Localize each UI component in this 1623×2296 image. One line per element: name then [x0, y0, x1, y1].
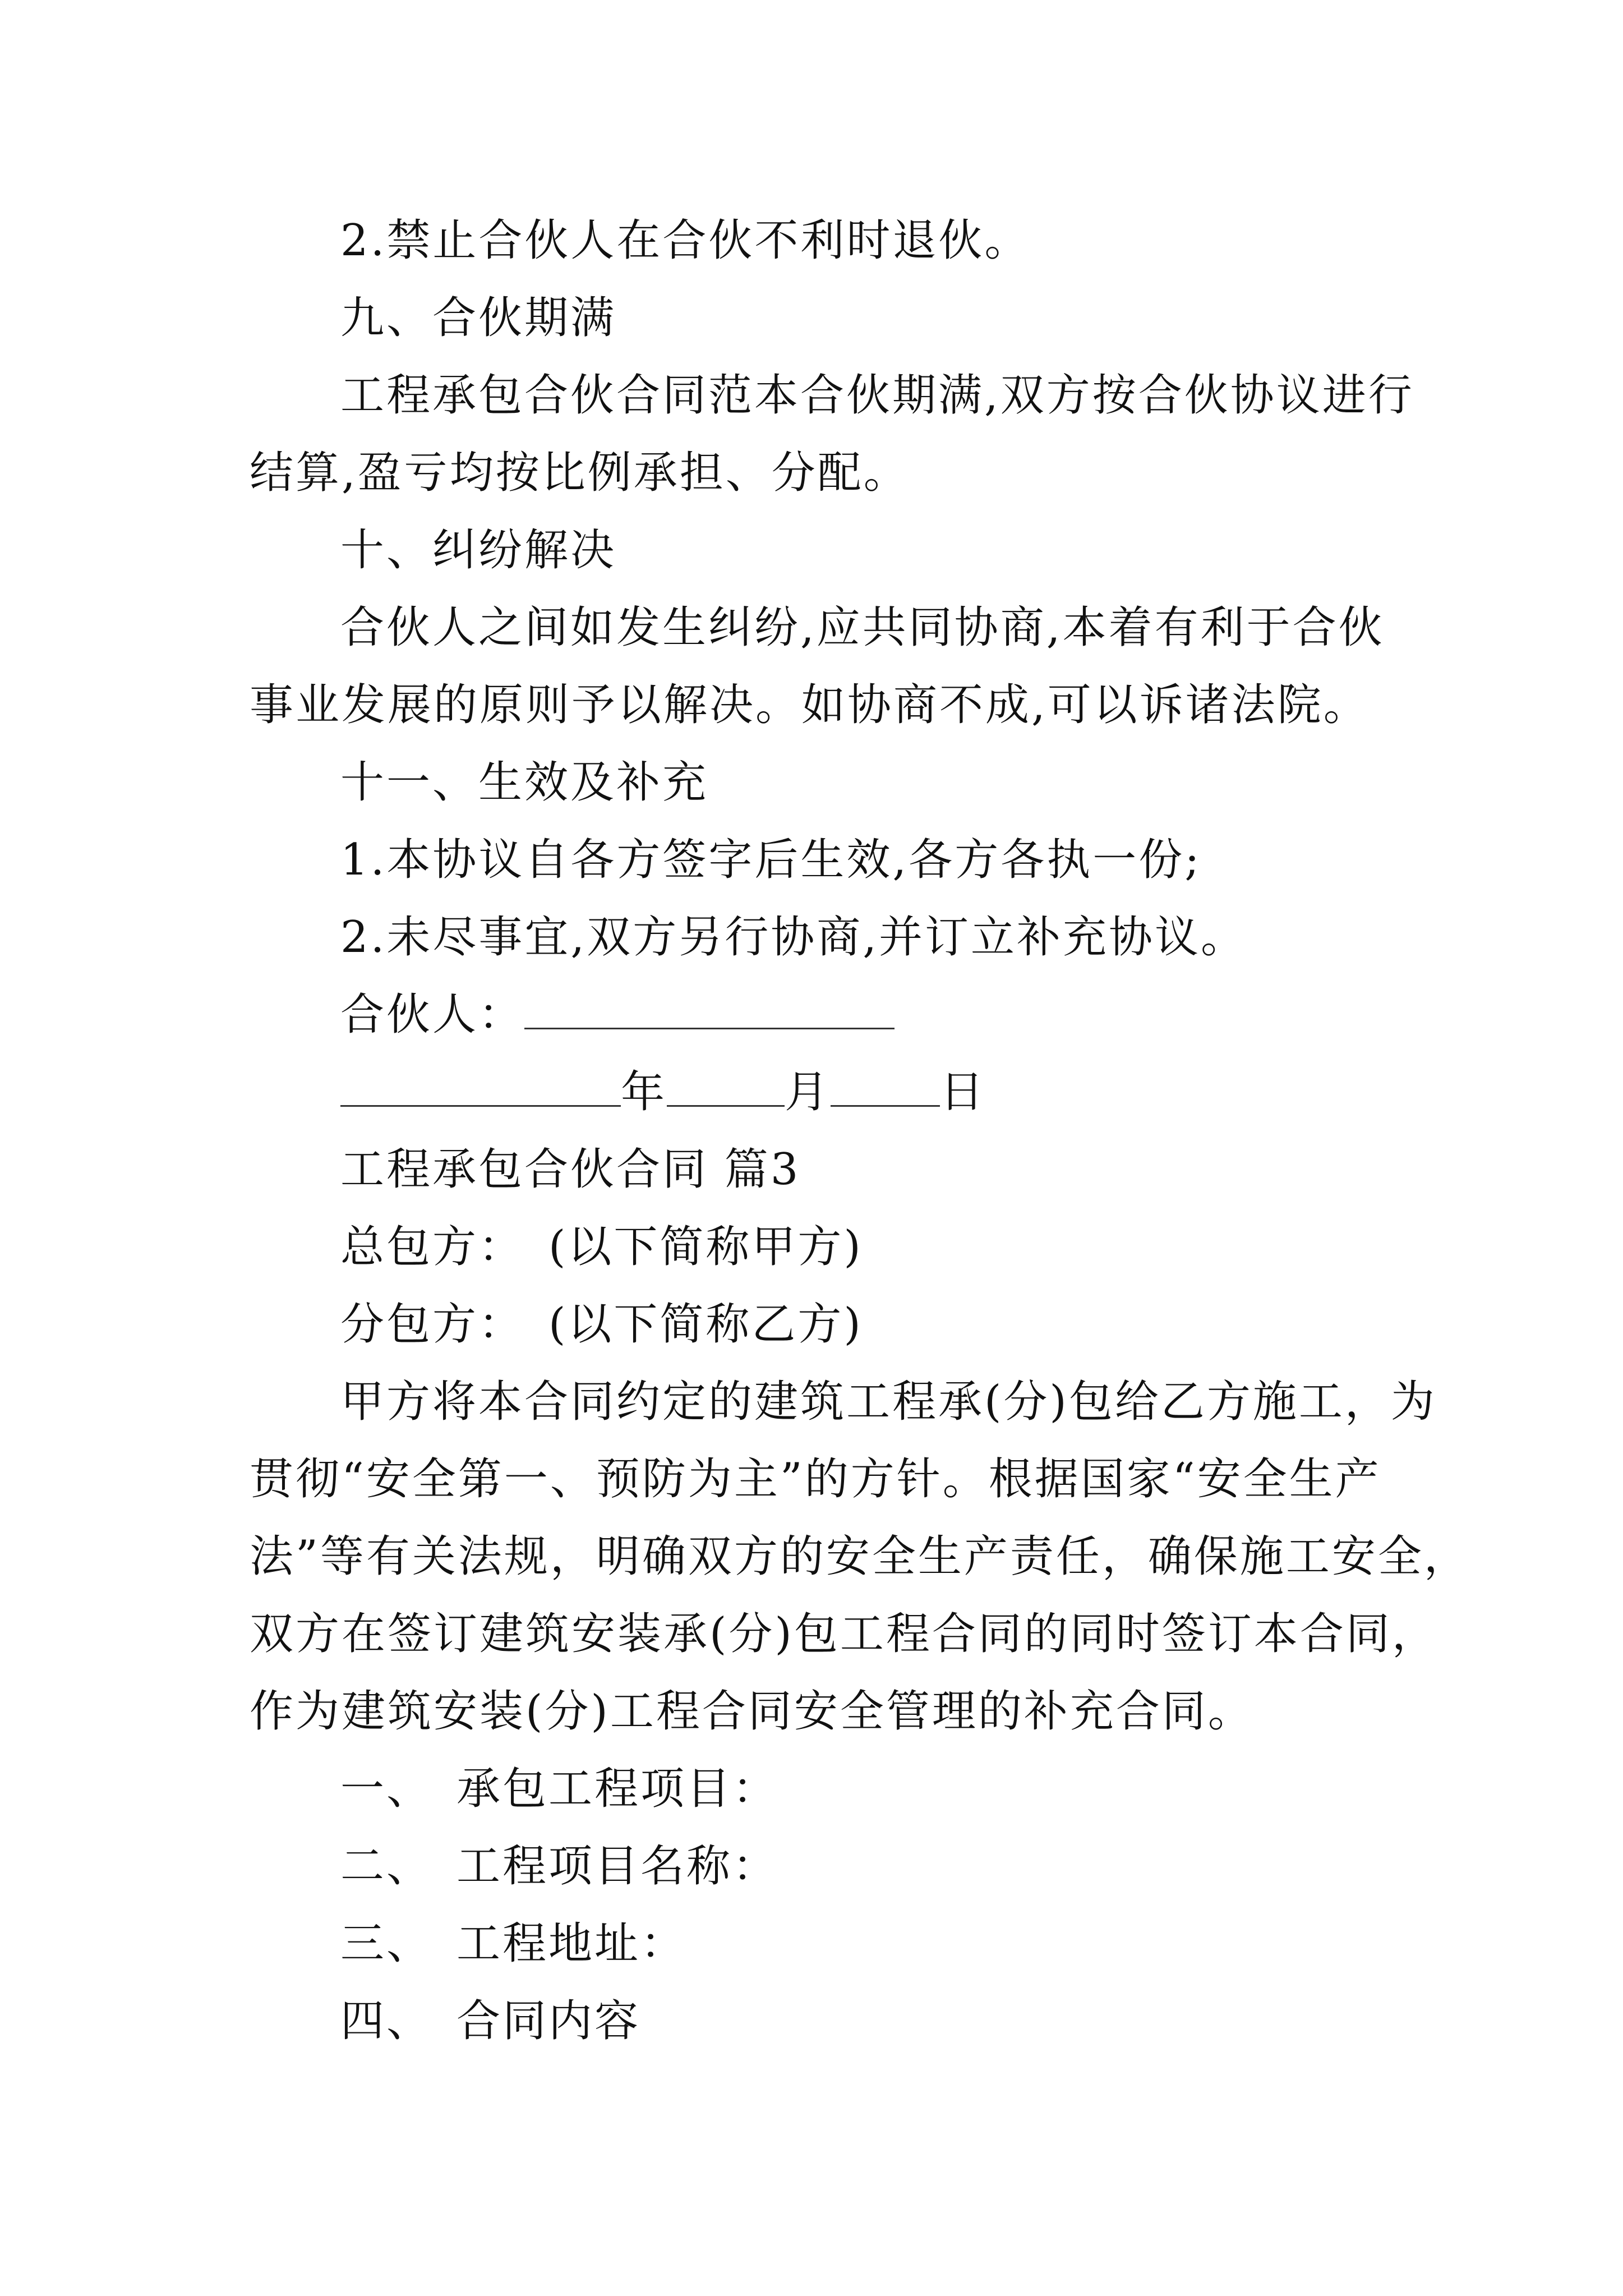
signer-blank	[524, 993, 895, 1029]
item-project-address: 三、 工程地址：	[340, 1918, 687, 1969]
document-body	[250, 202, 1470, 2060]
section-title-part-3: 工程承包合伙合同 篇3	[340, 1144, 801, 1195]
month-blank	[667, 1070, 785, 1107]
signer-label: 合伙人：	[340, 990, 525, 1040]
paragraph-line: 事业发展的原则予以解决。如协商不成,可以诉诸法院。	[250, 680, 1370, 730]
section-heading-dispute-resolution: 十、纠纷解决	[340, 525, 617, 576]
paragraph-line: 作为建筑安装(分)工程合同安全管理的补充合同。	[250, 1686, 1254, 1737]
section-heading-term-expiry: 九、合伙期满	[340, 293, 617, 343]
clause-withdrawal-restriction: 2.禁止合伙人在合伙不利时退伙。	[340, 215, 1031, 266]
paragraph-line: 双方在签订建筑安装承(分)包工程合同的同时签订本合同，	[250, 1609, 1438, 1659]
year-label: 年	[621, 1067, 667, 1117]
month-label: 月	[785, 1067, 831, 1117]
paragraph-line: 贯彻“安全第一、预防为主”的方针。根据国家“安全生产	[250, 1454, 1381, 1504]
paragraph-line: 甲方将本合同约定的建筑工程承(分)包给乙方施工，为	[340, 1377, 1437, 1427]
paragraph-line: 法”等有关法规，明确双方的安全生产责任，确保施工安全，	[250, 1531, 1470, 1582]
date-row	[250, 1053, 1405, 1131]
clause-effective: 1.本协议自各方签字后生效,各方各执一份;	[340, 835, 1202, 885]
paragraph-line: 结算,盈亏均按比例承担、分配。	[250, 448, 910, 498]
paragraph-line: 工程承包合伙合同范本合伙期满,双方按合伙协议进行	[340, 370, 1414, 421]
year-blank	[340, 1070, 621, 1107]
item-contract-project: 一、 承包工程项目：	[340, 1764, 779, 1814]
day-blank	[831, 1070, 940, 1107]
day-label: 日	[940, 1067, 986, 1117]
section-heading-effect-supplement: 十一、生效及补充	[340, 757, 709, 808]
paragraph-line: 合伙人之间如发生纠纷,应共同协商,本着有利于合伙	[340, 602, 1385, 653]
item-contract-content: 四、 合同内容	[340, 1996, 641, 2046]
subcontractor-line: 分包方： (以下简称乙方)	[340, 1299, 863, 1350]
clause-supplement: 2.未尽事宜,双方另行协商,并订立补充协议。	[340, 912, 1247, 963]
item-project-name: 二、 工程项目名称：	[340, 1841, 779, 1892]
general-contractor-line: 总包方： (以下简称甲方)	[340, 1222, 863, 1272]
signer-row	[250, 976, 1405, 1053]
